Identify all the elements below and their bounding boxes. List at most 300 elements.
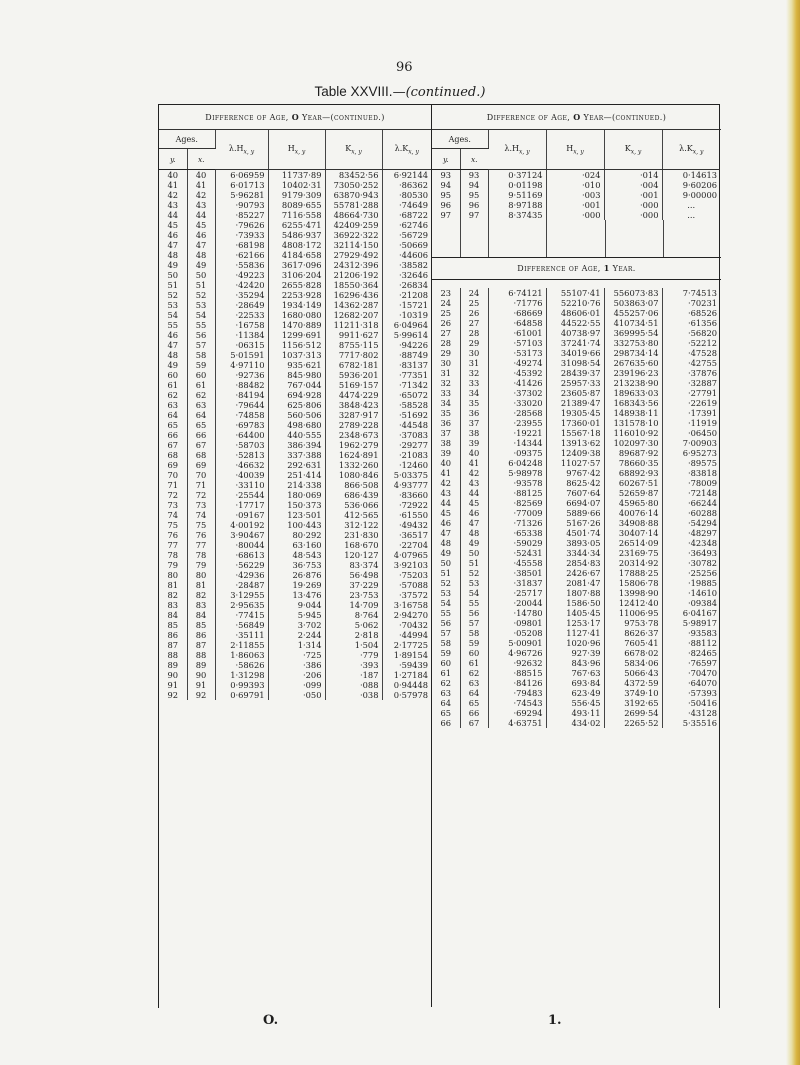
table-cell: 8755·115 xyxy=(325,340,382,350)
table-cell: 5936·201 xyxy=(325,370,382,380)
table-cell: ·57393 xyxy=(687,688,717,698)
table-cell: 312·122 xyxy=(325,520,382,530)
table-cell: 47 xyxy=(432,528,460,538)
table-cell: 0·37124 xyxy=(488,170,546,180)
table-row xyxy=(432,338,720,348)
left-caption-prefix: Difference of Age, xyxy=(205,113,289,122)
table-cell: 12412·40 xyxy=(604,598,662,608)
table-cell: 55 xyxy=(460,598,488,608)
table-cell: 75 xyxy=(187,520,215,530)
table-cell: 32 xyxy=(432,378,460,388)
table-cell: 3106·204 xyxy=(268,270,325,280)
table-cell: 42 xyxy=(460,468,488,478)
table-cell: 84 xyxy=(187,610,215,620)
table-row xyxy=(432,508,720,518)
table-cell: 116010·92 xyxy=(604,428,662,438)
table-cell: 78 xyxy=(187,550,215,560)
table-cell: 28 xyxy=(460,328,488,338)
table-cell: ·56820 xyxy=(687,328,717,338)
table-row xyxy=(432,368,720,378)
table-cell: 2253·928 xyxy=(268,290,325,300)
table-cell: 41 xyxy=(460,458,488,468)
table-cell: ·94226 xyxy=(398,340,428,350)
table-row xyxy=(432,388,720,398)
table-cell: 40 xyxy=(460,448,488,458)
table-cell: 91 xyxy=(159,680,187,690)
table-cell: 5·99614 xyxy=(393,330,428,340)
table-cell: ·11919 xyxy=(687,418,717,428)
table-cell: 60 xyxy=(159,370,187,380)
table-cell: 93 xyxy=(460,170,488,180)
table-cell: ·32887 xyxy=(687,378,717,388)
table-cell: 19305·45 xyxy=(546,408,604,418)
table-cell: 1156·512 xyxy=(268,340,325,350)
table-cell: 498·680 xyxy=(268,420,325,430)
table-cell: ·88515 xyxy=(488,668,546,678)
table-cell: 85 xyxy=(159,620,187,630)
table-row xyxy=(432,488,720,498)
right-col-h-label: H xyxy=(566,143,574,153)
right-foot-symbol: 1. xyxy=(548,1013,562,1028)
table-cell: 64 xyxy=(187,410,215,420)
table-cell: ·16758 xyxy=(215,320,268,330)
table-cell: ·001 xyxy=(546,200,604,210)
table-cell: ·71776 xyxy=(488,298,546,308)
table-cell: 8625·42 xyxy=(546,478,604,488)
table-cell: 54 xyxy=(187,310,215,320)
table-cell: ·62746 xyxy=(398,220,428,230)
right-col-lambda-h-label: λ.H xyxy=(504,143,519,153)
table-row xyxy=(432,528,720,538)
table-cell: 1020·96 xyxy=(546,638,604,648)
table-cell: 9·044 xyxy=(268,600,325,610)
table-cell: 18550·364 xyxy=(325,280,382,290)
table-cell: 96 xyxy=(460,200,488,210)
table-cell: ·28568 xyxy=(488,408,546,418)
table-cell: 60 xyxy=(460,648,488,658)
table-cell: ·14780 xyxy=(488,608,546,618)
table-cell: 40 xyxy=(159,170,187,180)
table-cell: ·69294 xyxy=(488,708,546,718)
table-cell: 66 xyxy=(432,718,460,728)
table-cell: 64 xyxy=(432,698,460,708)
table-cell: ·77351 xyxy=(398,370,428,380)
table-cell: 54 xyxy=(432,598,460,608)
table-cell: ·50669 xyxy=(398,240,428,250)
table-cell: 52659·87 xyxy=(604,488,662,498)
table-cell: 2348·673 xyxy=(325,430,382,440)
table-cell: 26 xyxy=(432,318,460,328)
table-cell: 100·443 xyxy=(268,520,325,530)
table-cell: ·779 xyxy=(325,650,382,660)
table-cell: 7·00903 xyxy=(682,438,717,448)
table-cell: ·10319 xyxy=(398,310,428,320)
right-col-k-sub: x, y xyxy=(630,148,642,156)
table-cell: ·74543 xyxy=(488,698,546,708)
table-row xyxy=(432,398,720,408)
table-cell: 80 xyxy=(159,570,187,580)
left-col-h-label: H xyxy=(287,143,295,153)
table-cell: ·92736 xyxy=(215,370,268,380)
table-cell: 1962·279 xyxy=(325,440,382,450)
table-cell: 9911·627 xyxy=(325,330,382,340)
table-cell: ·72922 xyxy=(398,500,428,510)
table-cell: ·15721 xyxy=(398,300,428,310)
table-cell: ·49223 xyxy=(215,270,268,280)
right-bottom-rows xyxy=(432,288,720,728)
table-cell: 4808·172 xyxy=(268,240,325,250)
table-cell: 3344·34 xyxy=(546,548,604,558)
table-cell: 6694·07 xyxy=(546,498,604,508)
table-cell: 2·17725 xyxy=(393,640,428,650)
table-row xyxy=(432,478,720,488)
table-cell: ·37572 xyxy=(398,590,428,600)
table-row xyxy=(432,180,720,190)
table-cell: 5·03375 xyxy=(393,470,428,480)
table-cell: 1037·313 xyxy=(268,350,325,360)
table-cell: ·80044 xyxy=(215,540,268,550)
section2-caption-prefix: Difference of Age, xyxy=(517,264,601,273)
table-row xyxy=(159,640,431,650)
table-cell: 168·670 xyxy=(325,540,382,550)
table-name: Table XXVIII. xyxy=(314,84,393,99)
table-row xyxy=(159,450,431,460)
table-cell: 686·439 xyxy=(325,490,382,500)
table-cell: 5·96281 xyxy=(215,190,268,200)
table-cell: 20314·92 xyxy=(604,558,662,568)
table-cell: 5·35516 xyxy=(682,718,717,728)
table-cell: ·93583 xyxy=(687,628,717,638)
table-cell: ·33110 xyxy=(215,480,268,490)
table-cell: 61 xyxy=(159,380,187,390)
table-cell: 79 xyxy=(159,560,187,570)
table-cell: ·35294 xyxy=(215,290,268,300)
table-cell: ·44548 xyxy=(398,420,428,430)
table-cell: 60267·51 xyxy=(604,478,662,488)
table-row xyxy=(432,358,720,368)
table-row xyxy=(159,380,431,390)
table-cell: ·83137 xyxy=(398,360,428,370)
table-cell: 47 xyxy=(187,240,215,250)
table-row xyxy=(159,370,431,380)
table-cell: 1624·891 xyxy=(325,450,382,460)
table-cell: ·44994 xyxy=(398,630,428,640)
table-cell: 46 xyxy=(187,230,215,240)
table-cell: ·52431 xyxy=(488,548,546,558)
table-cell: ·59029 xyxy=(488,538,546,548)
table-cell: 8626·37 xyxy=(604,628,662,638)
table-cell: 9767·42 xyxy=(546,468,604,478)
table-cell: ·68613 xyxy=(215,550,268,560)
table-cell: ·28649 xyxy=(215,300,268,310)
table-cell: 51 xyxy=(460,558,488,568)
table-cell: 2789·228 xyxy=(325,420,382,430)
table-cell: ·19885 xyxy=(687,578,717,588)
table-cell: ·050 xyxy=(268,690,325,700)
left-caption-symbol: O xyxy=(291,112,300,122)
table-cell: 6678·02 xyxy=(604,648,662,658)
table-cell: ·003 xyxy=(546,190,604,200)
table-cell: 52 xyxy=(159,290,187,300)
table-cell: 337·388 xyxy=(268,450,325,460)
table-cell: 28439·37 xyxy=(546,368,604,378)
table-cell: 52210·76 xyxy=(546,298,604,308)
table-cell: 94 xyxy=(460,180,488,190)
table-cell: 70 xyxy=(159,470,187,480)
table-cell: 503863·07 xyxy=(604,298,662,308)
table-row xyxy=(159,630,431,640)
table-cell: 33 xyxy=(432,388,460,398)
table-cell: 13998·90 xyxy=(604,588,662,598)
right-panel xyxy=(431,105,721,1007)
table-cell: 4474·229 xyxy=(325,390,382,400)
table-cell: 44 xyxy=(432,498,460,508)
table-cell: 78 xyxy=(159,550,187,560)
table-cell: 31 xyxy=(432,368,460,378)
table-cell: 58 xyxy=(460,628,488,638)
table-cell: 48 xyxy=(159,350,187,360)
table-cell: 5169·157 xyxy=(325,380,382,390)
table-cell: 1807·88 xyxy=(546,588,604,598)
table-row xyxy=(159,230,431,240)
table-cell: ... xyxy=(687,200,696,210)
table-cell: 59 xyxy=(187,360,215,370)
table-cell: 24 xyxy=(460,288,488,298)
table-cell: ·05208 xyxy=(488,628,546,638)
table-cell: 180·069 xyxy=(268,490,325,500)
table-cell: 45 xyxy=(460,498,488,508)
right-top-rows xyxy=(432,170,720,220)
table-cell: 91 xyxy=(187,680,215,690)
table-cell: 94 xyxy=(432,180,460,190)
left-rows xyxy=(159,170,431,700)
table-cell: 625·806 xyxy=(268,400,325,410)
table-cell: 55 xyxy=(432,608,460,618)
table-cell: 11006·95 xyxy=(604,608,662,618)
table-cell: ·21083 xyxy=(398,450,428,460)
table-cell: 37 xyxy=(460,418,488,428)
left-x-header: x. xyxy=(187,149,215,170)
table-cell: 1·89154 xyxy=(393,650,428,660)
table-cell: 6·92144 xyxy=(393,170,428,180)
left-col-k-label: K xyxy=(345,143,352,153)
table-cell: ·23955 xyxy=(488,418,546,428)
table-cell: ·88749 xyxy=(398,350,428,360)
table-cell: 63 xyxy=(460,678,488,688)
table-cell: 90 xyxy=(187,670,215,680)
table-cell: 1127·41 xyxy=(546,628,604,638)
table-cell: 36922·322 xyxy=(325,230,382,240)
table-cell: 4501·74 xyxy=(546,528,604,538)
left-caption xyxy=(159,105,431,130)
table-cell: ·92632 xyxy=(488,658,546,668)
table-cell: ·52212 xyxy=(687,338,717,348)
table-cell: 34019·66 xyxy=(546,348,604,358)
table-row xyxy=(159,440,431,450)
table-cell: 77 xyxy=(187,540,215,550)
table-cell: 40 xyxy=(187,170,215,180)
right-x-header: x. xyxy=(460,149,488,170)
table-cell: 11027·57 xyxy=(546,458,604,468)
table-cell: ·42348 xyxy=(687,538,717,548)
table-cell: 23169·75 xyxy=(604,548,662,558)
table-cell: 48 xyxy=(460,528,488,538)
table-row xyxy=(432,448,720,458)
table-cell: 55107·41 xyxy=(546,288,604,298)
left-col-lambda-k-sub: x, y xyxy=(408,148,419,156)
table-cell: 2·11855 xyxy=(215,640,268,650)
table-cell: 4·00192 xyxy=(215,520,268,530)
table-cell: 67 xyxy=(159,440,187,450)
table-cell: 7717·802 xyxy=(325,350,382,360)
table-cell: 67 xyxy=(460,718,488,728)
table-cell: 73050·252 xyxy=(325,180,382,190)
table-cell: 90 xyxy=(159,670,187,680)
table-cell: 69 xyxy=(159,460,187,470)
table-cell: 6·01713 xyxy=(215,180,268,190)
table-cell: ·14610 xyxy=(687,588,717,598)
right-caption-prefix: Difference of Age, xyxy=(486,113,571,122)
table-cell: 44 xyxy=(187,210,215,220)
table-row xyxy=(159,410,431,420)
table-cell: 74 xyxy=(187,510,215,520)
table-cell: 43 xyxy=(159,200,187,210)
table-cell: 57 xyxy=(460,618,488,628)
table-row xyxy=(432,378,720,388)
left-col-lambda-h-sub: x, y xyxy=(243,148,255,156)
table-cell: 3·702 xyxy=(268,620,325,630)
table-cell: 7116·558 xyxy=(268,210,325,220)
table-cell: 48 xyxy=(432,538,460,548)
table-row xyxy=(432,578,720,588)
table-cell: 9753·78 xyxy=(604,618,662,628)
table-cell: 8·37435 xyxy=(488,210,546,220)
table-cell: 3·16758 xyxy=(393,600,428,610)
table-cell: ·25256 xyxy=(687,568,717,578)
table-cell: 12682·207 xyxy=(325,310,382,320)
table-cell: 66 xyxy=(159,430,187,440)
table-cell: 68 xyxy=(159,450,187,460)
table-cell: 2699·54 xyxy=(604,708,662,718)
table-cell: 5·062 xyxy=(325,620,382,630)
table-cell: 75 xyxy=(159,520,187,530)
table-cell: 53 xyxy=(432,588,460,598)
table-cell: ·86362 xyxy=(398,180,428,190)
table-cell: 63·160 xyxy=(268,540,325,550)
table-cell: 93 xyxy=(432,170,460,180)
table-cell: ·386 xyxy=(268,660,325,670)
right-col-lambda-h-sub: x, y xyxy=(519,148,530,156)
table-row xyxy=(432,458,720,468)
table-cell: 35 xyxy=(432,408,460,418)
table-row xyxy=(159,490,431,500)
table-cell: ·27791 xyxy=(687,388,717,398)
table-cell: 56·498 xyxy=(325,570,382,580)
table-cell: 89 xyxy=(159,660,187,670)
table-cell: 46 xyxy=(159,330,187,340)
table-row xyxy=(159,680,431,690)
table-cell: 4·97110 xyxy=(215,360,268,370)
table-cell: 26·876 xyxy=(268,570,325,580)
table-cell: ·038 xyxy=(325,690,382,700)
table-cell: 5834·06 xyxy=(604,658,662,668)
table-cell: ·77415 xyxy=(215,610,268,620)
table-cell: 5·98917 xyxy=(682,618,717,628)
table-cell: ·33020 xyxy=(488,398,546,408)
table-cell: 2·244 xyxy=(268,630,325,640)
table-cell: 927·39 xyxy=(546,648,604,658)
table-cell: 694·928 xyxy=(268,390,325,400)
table-cell: 66 xyxy=(187,430,215,440)
table-row xyxy=(432,638,720,648)
table-row xyxy=(159,210,431,220)
table-row xyxy=(432,418,720,428)
table-row xyxy=(432,718,720,728)
table-row xyxy=(159,540,431,550)
table-cell: 58 xyxy=(432,638,460,648)
table-cell: 6782·181 xyxy=(325,360,382,370)
table-cell: 23605·87 xyxy=(546,388,604,398)
table-cell: ·62166 xyxy=(215,250,268,260)
table-cell: ·45558 xyxy=(488,558,546,568)
table-cell: 37·229 xyxy=(325,580,382,590)
table-cell: ·45392 xyxy=(488,368,546,378)
table-cell: 213238·90 xyxy=(604,378,662,388)
table-cell: 49 xyxy=(187,260,215,270)
table-row xyxy=(432,568,720,578)
table-cell: 55781·288 xyxy=(325,200,382,210)
table-cell: 52 xyxy=(187,290,215,300)
table-cell: 0·57978 xyxy=(393,690,428,700)
table-row xyxy=(159,650,431,660)
table-cell: ·37302 xyxy=(488,388,546,398)
table-cell: 36 xyxy=(460,408,488,418)
table-cell: 42 xyxy=(159,190,187,200)
table-cell: 0·14613 xyxy=(682,170,717,180)
table-cell: ·83818 xyxy=(687,468,717,478)
table-cell: 6·04167 xyxy=(682,608,717,618)
right-caption-symbol: O xyxy=(573,112,581,122)
table-row xyxy=(159,460,431,470)
table-cell: ·55836 xyxy=(215,260,268,270)
table-row xyxy=(432,648,720,658)
table-cell: ·09801 xyxy=(488,618,546,628)
table-row xyxy=(432,538,720,548)
table-cell: 56 xyxy=(460,608,488,618)
left-col-lambda-k-label: λ.K xyxy=(394,143,409,153)
table-title-dash: — xyxy=(392,85,406,100)
table-cell: ·46632 xyxy=(215,460,268,470)
table-row xyxy=(159,300,431,310)
table-cell: 83 xyxy=(187,600,215,610)
table-cell: ·42755 xyxy=(687,358,717,368)
table-row xyxy=(432,548,720,558)
table-row xyxy=(159,220,431,230)
right-col-h-sub: x, y xyxy=(573,148,584,156)
table-cell: 34 xyxy=(432,398,460,408)
table-row xyxy=(432,408,720,418)
table-cell: 62 xyxy=(187,390,215,400)
table-cell: 97 xyxy=(432,210,460,220)
table-cell: ·06315 xyxy=(215,340,268,350)
table-cell: 386·394 xyxy=(268,440,325,450)
table-cell: 28 xyxy=(432,338,460,348)
table-cell: ·79626 xyxy=(215,220,268,230)
table-cell: ·001 xyxy=(604,190,662,200)
table-cell: ·54294 xyxy=(687,518,717,528)
table-cell: 68892·93 xyxy=(604,468,662,478)
table-cell: 44 xyxy=(460,488,488,498)
